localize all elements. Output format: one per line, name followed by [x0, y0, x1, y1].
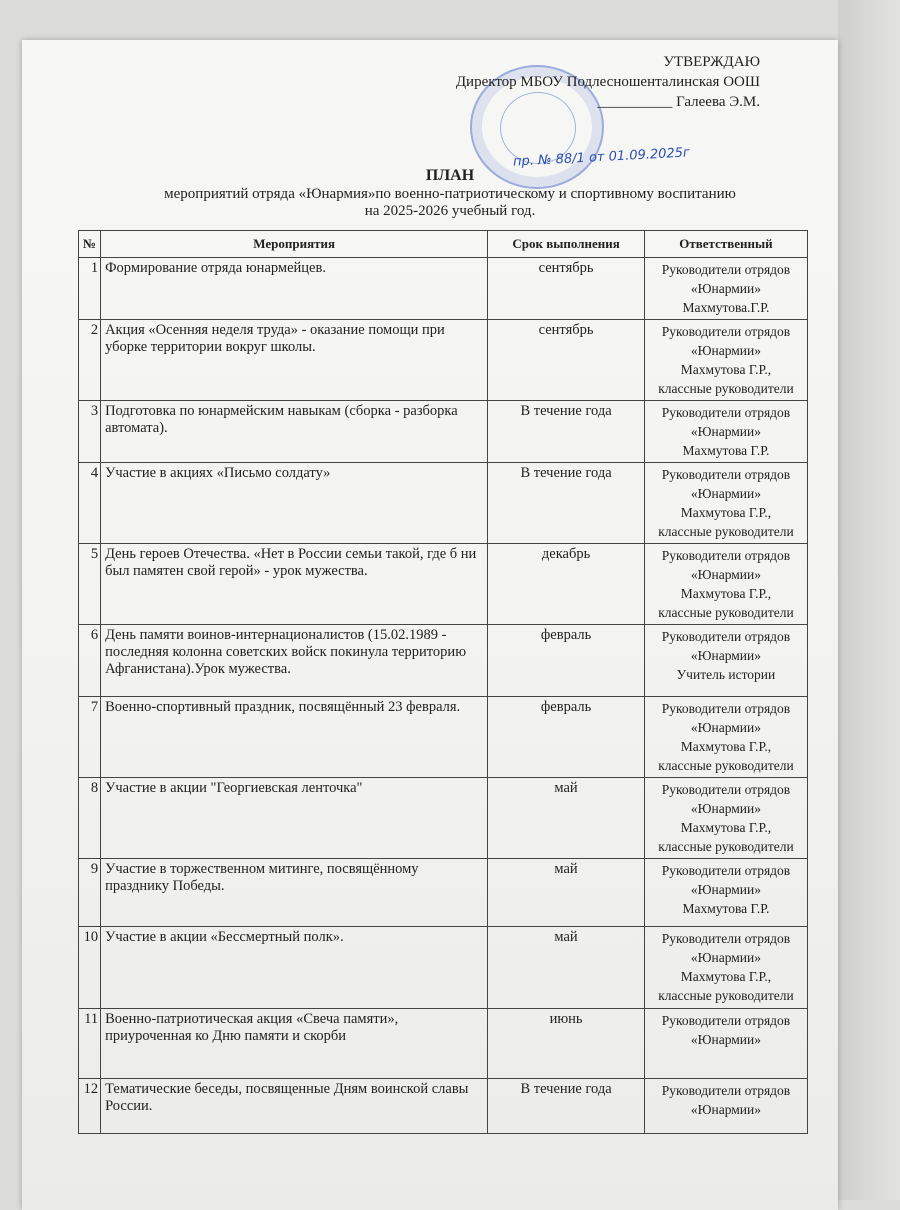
responsible-line: Махмутова.Г.Р.	[682, 300, 770, 315]
column-header-number: №	[79, 231, 101, 258]
responsible-line: «Юнармии»	[690, 486, 762, 501]
responsible-line: Махмутова Г.Р.,	[680, 739, 772, 754]
row-event: Тематические беседы, посвященные Дням воинской славы России.	[101, 1079, 488, 1134]
row-number: 5	[79, 544, 101, 625]
responsible-line: «Юнармии»	[690, 801, 762, 816]
responsible-line: Махмутова Г.Р.,	[680, 820, 772, 835]
approval-block	[360, 52, 760, 112]
responsible-line: Учитель истории	[676, 667, 776, 682]
row-number: 2	[79, 320, 101, 401]
responsible-line: Руководители отрядов	[661, 548, 791, 563]
responsible-line: Махмутова Г.Р.,	[680, 969, 772, 984]
table-row	[79, 927, 808, 1009]
row-term: декабрь	[488, 544, 645, 625]
column-header-event: Мероприятия	[101, 231, 488, 258]
responsible-line: классные руководители	[658, 381, 794, 396]
responsible-line: «Юнармии»	[690, 882, 762, 897]
responsible-line: классные руководители	[658, 605, 794, 620]
responsible-line: Махмутова Г.Р.,	[680, 505, 772, 520]
row-term: июнь	[488, 1009, 645, 1079]
table-row	[79, 544, 808, 625]
plan-table	[78, 230, 808, 1134]
row-event: Участие в акции «Бессмертный полк».	[101, 927, 488, 1009]
responsible-line: Махмутова Г.Р.,	[680, 362, 772, 377]
row-responsible	[644, 401, 807, 463]
row-number: 3	[79, 401, 101, 463]
row-term: В течение года	[488, 463, 645, 544]
responsible-line: «Юнармии»	[690, 424, 762, 439]
row-responsible	[644, 258, 807, 320]
row-event: Участие в торжественном митинге, посвящённому празднику Победы.	[101, 859, 488, 927]
row-responsible	[644, 859, 807, 927]
page-title: ПЛАН	[425, 167, 475, 184]
responsible-line: «Юнармии»	[690, 1102, 762, 1117]
row-term: май	[488, 778, 645, 859]
responsible-line: «Юнармии»	[690, 343, 762, 358]
approval-signature-line: __________ Галеева Э.М.	[597, 94, 760, 110]
row-responsible	[644, 927, 807, 1009]
approval-position: Директор МБОУ Подлесношенталинская ООШ	[455, 74, 760, 90]
table-row	[79, 697, 808, 778]
approval-order: пр. № 88/1 от 01.09.2025г	[512, 145, 691, 170]
responsible-line: Руководители отрядов	[661, 1083, 791, 1098]
responsible-line: «Юнармии»	[690, 648, 762, 663]
responsible-line: Руководители отрядов	[661, 324, 791, 339]
page-subtitle-2: на 2025-2026 учебный год.	[364, 203, 536, 219]
responsible-line: Руководители отрядов	[661, 262, 791, 277]
row-event: Подготовка по юнармейским навыкам (сборка - разборка автомата).	[101, 401, 488, 463]
responsible-line: Руководители отрядов	[661, 931, 791, 946]
row-responsible	[644, 463, 807, 544]
responsible-line: Руководители отрядов	[661, 863, 791, 878]
table-row	[79, 320, 808, 401]
row-event: Участие в акциях «Письмо солдату»	[101, 463, 488, 544]
row-responsible	[644, 1079, 807, 1134]
column-header-term: Срок выполнения	[488, 231, 645, 258]
responsible-line: Руководители отрядов	[661, 405, 791, 420]
table-row	[79, 1009, 808, 1079]
responsible-line: «Юнармии»	[690, 281, 762, 296]
responsible-line: Махмутова Г.Р.,	[680, 586, 772, 601]
row-number: 1	[79, 258, 101, 320]
row-number: 4	[79, 463, 101, 544]
row-term: февраль	[488, 625, 645, 697]
table-header-row	[79, 231, 808, 258]
responsible-line: классные руководители	[658, 524, 794, 539]
responsible-line: «Юнармии»	[690, 950, 762, 965]
row-event: Акция «Осенняя неделя труда» - оказание помощи при уборке территории вокруг школы.	[101, 320, 488, 401]
row-number: 10	[79, 927, 101, 1009]
row-event: Военно-спортивный праздник, посвящённый 23 февраля.	[101, 697, 488, 778]
responsible-line: Руководители отрядов	[661, 629, 791, 644]
responsible-line: классные руководители	[658, 839, 794, 854]
responsible-line: классные руководители	[658, 758, 794, 773]
column-header-responsible: Ответственный	[644, 231, 807, 258]
responsible-line: Руководители отрядов	[661, 782, 791, 797]
responsible-line: Махмутова Г.Р.	[682, 901, 770, 916]
row-responsible	[644, 697, 807, 778]
table-row	[79, 463, 808, 544]
responsible-line: Руководители отрядов	[661, 701, 791, 716]
table-row	[79, 859, 808, 927]
responsible-line: Махмутова Г.Р.	[682, 443, 770, 458]
table-row	[79, 1079, 808, 1134]
responsible-line: Руководители отрядов	[661, 1013, 791, 1028]
row-term: май	[488, 927, 645, 1009]
row-number: 7	[79, 697, 101, 778]
responsible-line: «Юнармии»	[690, 1032, 762, 1047]
row-term: сентябрь	[488, 320, 645, 401]
row-number: 12	[79, 1079, 101, 1134]
table-row	[79, 401, 808, 463]
row-term: февраль	[488, 697, 645, 778]
row-event: День памяти воинов-интернационалистов (15.02.1989 - последняя колонна советских войск покинула территорию Афганистана).Урок мужества.	[101, 625, 488, 697]
row-responsible	[644, 544, 807, 625]
row-responsible	[644, 778, 807, 859]
row-responsible	[644, 320, 807, 401]
row-term: В течение года	[488, 401, 645, 463]
row-number: 6	[79, 625, 101, 697]
table-row	[79, 778, 808, 859]
row-responsible	[644, 625, 807, 697]
responsible-line: классные руководители	[658, 988, 794, 1003]
row-number: 8	[79, 778, 101, 859]
responsible-line: Руководители отрядов	[661, 467, 791, 482]
row-term: май	[488, 859, 645, 927]
row-term: сентябрь	[488, 258, 645, 320]
responsible-line: «Юнармии»	[690, 567, 762, 582]
row-event: Участие в акции "Георгиевская ленточка"	[101, 778, 488, 859]
row-event: Военно-патриотическая акция «Свеча памяти», приуроченная ко Дню памяти и скорби	[101, 1009, 488, 1079]
row-term: В течение года	[488, 1079, 645, 1134]
approval-label: УТВЕРЖДАЮ	[663, 54, 760, 70]
row-number: 11	[79, 1009, 101, 1079]
table-row	[79, 258, 808, 320]
table-row	[79, 625, 808, 697]
page-subtitle-1: мероприятий отряда «Юнармия»по военно-патриотическому и спортивному воспитанию	[164, 186, 736, 202]
row-responsible	[644, 1009, 807, 1079]
row-number: 9	[79, 859, 101, 927]
responsible-line: «Юнармии»	[690, 720, 762, 735]
row-event: День героев Отечества. «Нет в России семьи такой, где б ни был памятен свой герой» - урок мужества.	[101, 544, 488, 625]
row-event: Формирование отряда юнармейцев.	[101, 258, 488, 320]
